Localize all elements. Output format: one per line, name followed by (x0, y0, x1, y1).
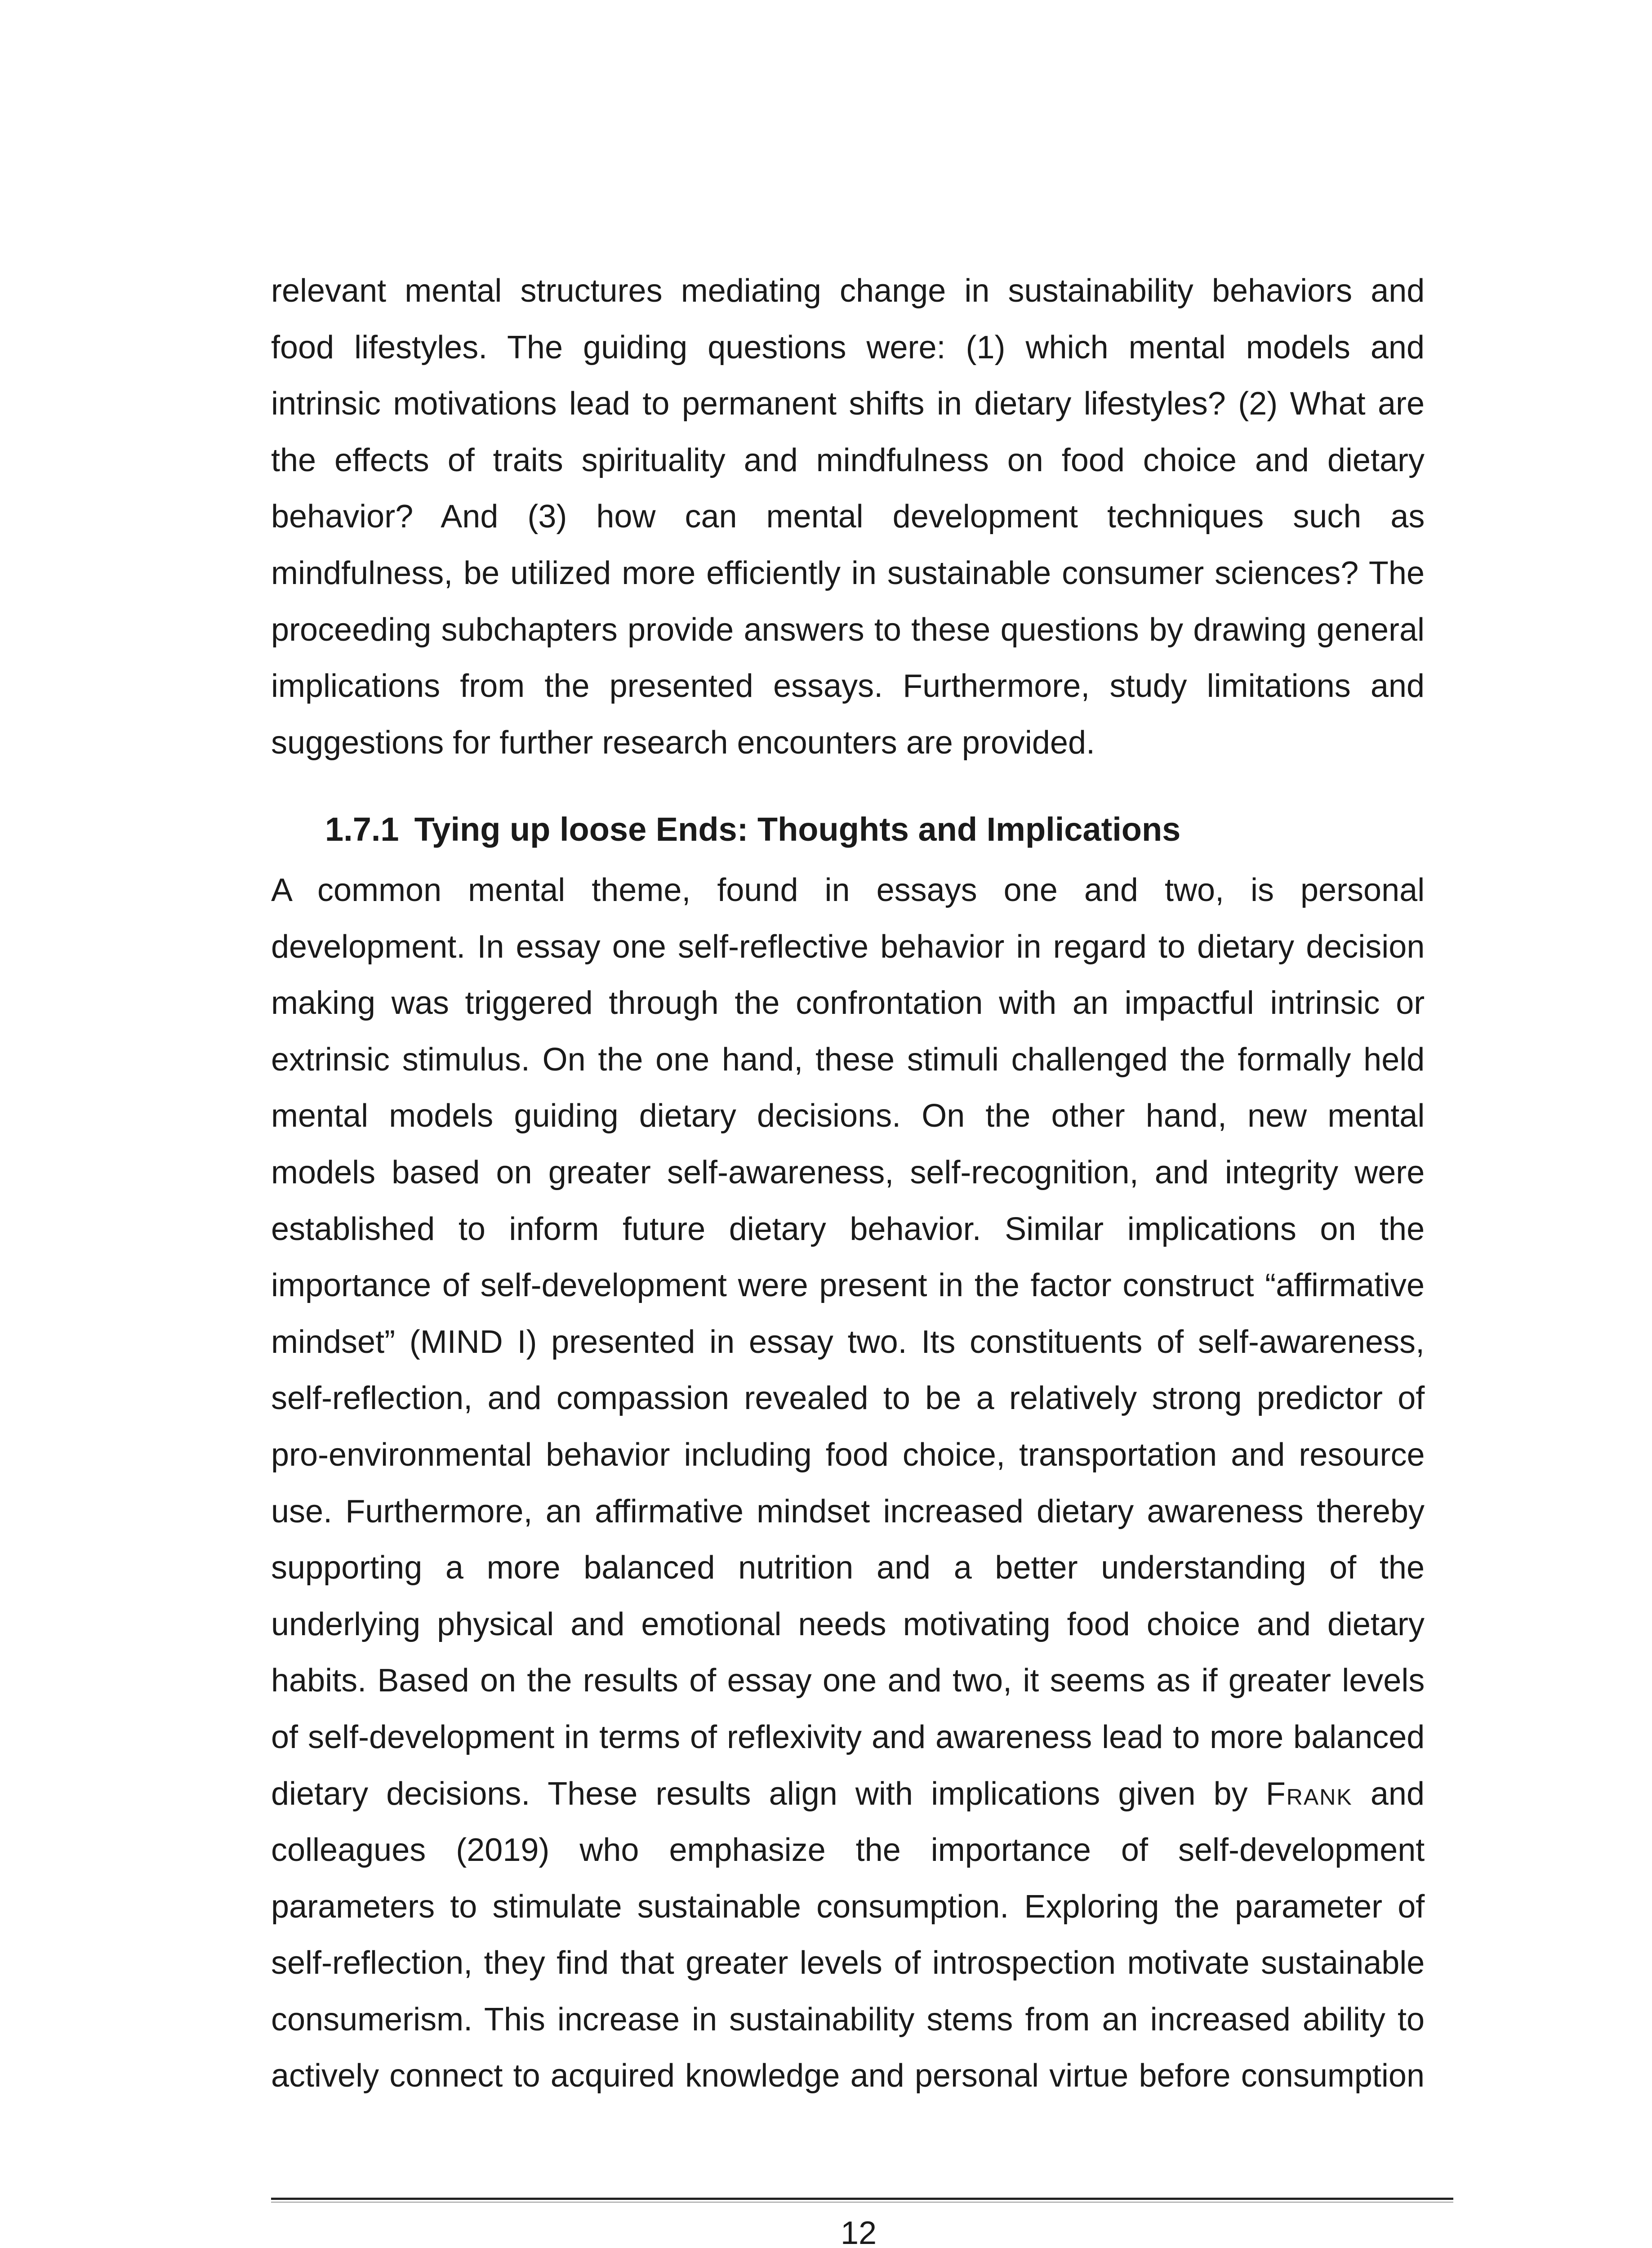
text-line: relevant mental structures mediating change in sustainability behaviors and (271, 273, 1425, 309)
intro-paragraph (271, 263, 1425, 771)
text-line-citation (271, 1766, 1425, 1823)
text-line: self-reflection, and compassion revealed to be a relatively strong predictor of (271, 1380, 1425, 1417)
text-line: making was triggered through the confrontation with an impactful intrinsic or (271, 985, 1425, 1021)
text-line: mindset” (MIND I) presented in essay two. Its constituents of self-awareness, (271, 1324, 1425, 1360)
page-number: 12 (840, 2215, 877, 2248)
text-line: self-reflection, they find that greater levels of introspection motivate sustainable (271, 1945, 1425, 1981)
text-line: intrinsic motivations lead to permanent shifts in dietary lifestyles? (2) What are (271, 386, 1425, 422)
text-line: of self-development in terms of reflexivity and awareness lead to more balanced (271, 1719, 1425, 1755)
text-line: A common mental theme, found in essays one and two, is personal (271, 872, 1425, 908)
text-line: mental models guiding dietary decisions. On the other hand, new mental (271, 1098, 1425, 1134)
section-title: Tying up loose Ends: Thoughts and Implications (414, 811, 1181, 848)
text-line: importance of self-development were present in the factor construct “affirmative (271, 1267, 1425, 1304)
text-line: habits. Based on the results of essay one and two, it seems as if greater levels (271, 1663, 1425, 1699)
citation-before: dietary decisions. These results align with implications given by (271, 1775, 1248, 1812)
text-line: suggestions for further research encounters are provided. (271, 724, 1095, 761)
section-number: 1.7.1 (325, 811, 399, 848)
text-line: consumerism. This increase in sustainability stems from an increased ability to (271, 2001, 1425, 2038)
text-line: models based on greater self-awareness, self-recognition, and integrity were (271, 1154, 1425, 1191)
text-line: proceeding subchapters provide answers to these questions by drawing general (271, 611, 1425, 648)
footer-divider (271, 2198, 1453, 2200)
text-line: extrinsic stimulus. On the one hand, these stimuli challenged the formally held (271, 1041, 1425, 1078)
text-line: behavior? And (3) how can mental development techniques such as (271, 499, 1425, 535)
text-line: use. Furthermore, an affirmative mindset increased dietary awareness thereby (271, 1493, 1425, 1530)
text-line: food lifestyles. The guiding questions were: (1) which mental models and (271, 329, 1425, 366)
text-line: established to inform future dietary behavior. Similar implications on the (271, 1211, 1425, 1247)
body-paragraph (271, 862, 1425, 2105)
text-line: development. In essay one self-reflective behavior in regard to dietary decision (271, 928, 1425, 965)
text-line: implications from the presented essays. Furthermore, study limitations and (271, 668, 1425, 705)
citation-after: and (1370, 1775, 1425, 1812)
text-line: supporting a more balanced nutrition and a better understanding of the (271, 1550, 1425, 1586)
text-line: parameters to stimulate sustainable consumption. Exploring the parameter of (271, 1888, 1425, 1925)
citation-author: Frank (1265, 1775, 1353, 1812)
text-line: pro-environmental behavior including food choice, transportation and resource (271, 1436, 1425, 1473)
text-line: colleagues (2019) who emphasize the importance of self-development (271, 1832, 1425, 1869)
text-line: actively connect to acquired knowledge and personal virtue before consumption (271, 2058, 1425, 2094)
text-line: the effects of traits spirituality and mindfulness on food choice and dietary (271, 442, 1425, 478)
text-line: underlying physical and emotional needs motivating food choice and dietary (271, 1606, 1425, 1642)
footer-divider-thin (271, 2202, 1453, 2203)
text-line: mindfulness, be utilized more efficiently in sustainable consumer sciences? The (271, 555, 1425, 591)
section-heading (325, 805, 1180, 854)
